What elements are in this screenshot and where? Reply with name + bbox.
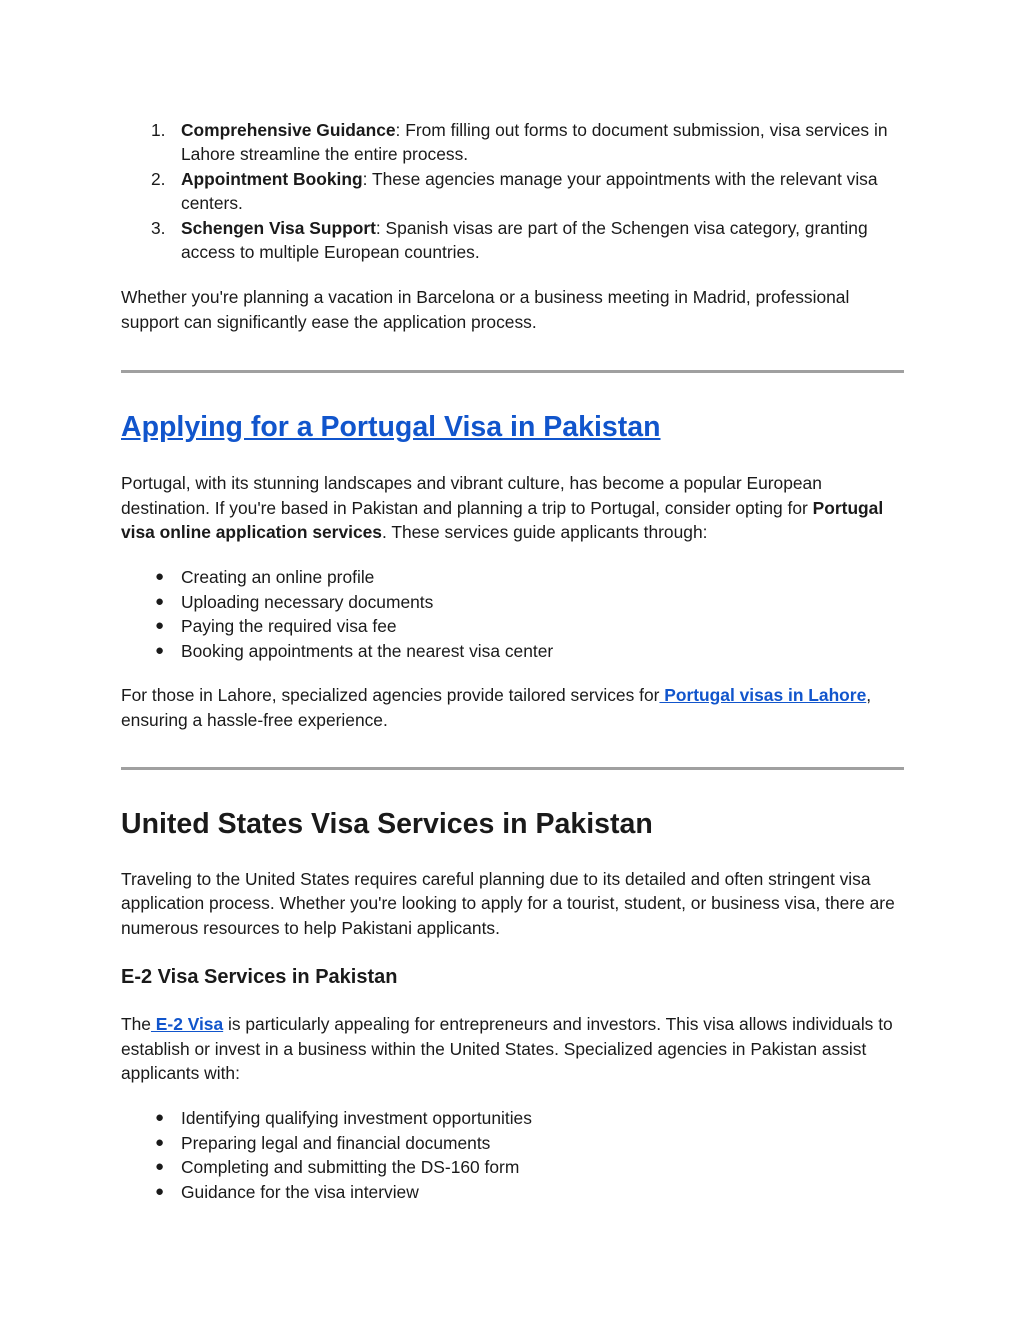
e2-assist-list (121, 1106, 904, 1204)
section-divider (121, 370, 904, 373)
spain-benefits-list (121, 118, 904, 264)
portugal-heading-link[interactable]: Applying for a Portugal Visa in Pakistan (121, 411, 661, 444)
list-item: 2. Appointment Booking: These agencies manage your appointments with the relevant visa centers. (151, 168, 878, 214)
list-item: ● Paying the required visa fee (121, 614, 904, 638)
portugal-paragraph: Portugal, with its stunning landscapes and vibrant culture, has become a popular European destination. If you're based in Pakistan and planning a trip to Portugal, consider opting for Portugal visa online application services. These services guide applicants through: (121, 473, 884, 543)
list-item-title: Schengen Visa Support (181, 217, 376, 238)
list-item: ● Booking appointments at the nearest visa center (121, 639, 904, 663)
list-item: 1. Comprehensive Guidance: From filling out forms to document submission, visa services in Lahore streamline the entire process. (151, 120, 888, 165)
e2-heading: E-2 Visa Services in Pakistan (121, 966, 398, 989)
list-item: ● Identifying qualifying investment opportunities (121, 1106, 904, 1130)
portugal-visas-lahore-link[interactable]: Portugal visas in Lahore (659, 685, 867, 706)
portugal-steps-list (121, 565, 904, 663)
e2-visa-link[interactable]: E-2 Visa (150, 1014, 224, 1035)
list-item: ● Uploading necessary documents (121, 590, 904, 614)
e2-paragraph: The E-2 Visa is particularly appealing for entrepreneurs and investors. This visa allows individuals to establish or invest in a business within the United States. Specialized agencies in Pakistan assist applicants with: (121, 1014, 893, 1083)
list-item: ● Preparing legal and financial documents (121, 1131, 904, 1155)
document-content (121, 118, 904, 1204)
bullet-icon: ● (155, 617, 165, 635)
spain-paragraph: Whether you're planning a vacation in Barcelona or a business meeting in Madrid, professional support can significantly ease the application process. (121, 287, 850, 332)
list-item-title: Appointment Booking (181, 168, 363, 189)
us-paragraph: Traveling to the United States requires careful planning due to its detailed and often stringent visa application process. Whether you're looking to apply for a tourist, student, or business visa, there are numerous resources to help Pakistani applicants. (121, 868, 895, 938)
bullet-icon: ● (155, 592, 165, 610)
us-heading: United States Visa Services in Pakistan (121, 807, 653, 840)
bullet-icon: ● (155, 1182, 165, 1200)
list-item: 3. Schengen Visa Support: Spanish visas are part of the Schengen visa category, granting access to multiple European countries. (151, 217, 868, 263)
list-item: ● Guidance for the visa interview (121, 1180, 904, 1204)
section-divider (121, 767, 904, 770)
bullet-icon: ● (155, 568, 165, 586)
bullet-icon: ● (155, 1109, 165, 1127)
bullet-icon: ● (155, 1158, 165, 1176)
list-item-title: Comprehensive Guidance (181, 120, 396, 140)
list-item: ● Creating an online profile (121, 565, 904, 589)
bullet-icon: ● (155, 1133, 165, 1151)
portugal-heading[interactable] (121, 410, 904, 444)
bullet-icon: ● (155, 641, 165, 659)
lahore-paragraph: For those in Lahore, specialized agencies provide tailored services for Portugal visas in Lahore, ensuring a hassle-free experience. (121, 685, 872, 730)
list-item: ● Completing and submitting the DS-160 form (121, 1155, 904, 1179)
